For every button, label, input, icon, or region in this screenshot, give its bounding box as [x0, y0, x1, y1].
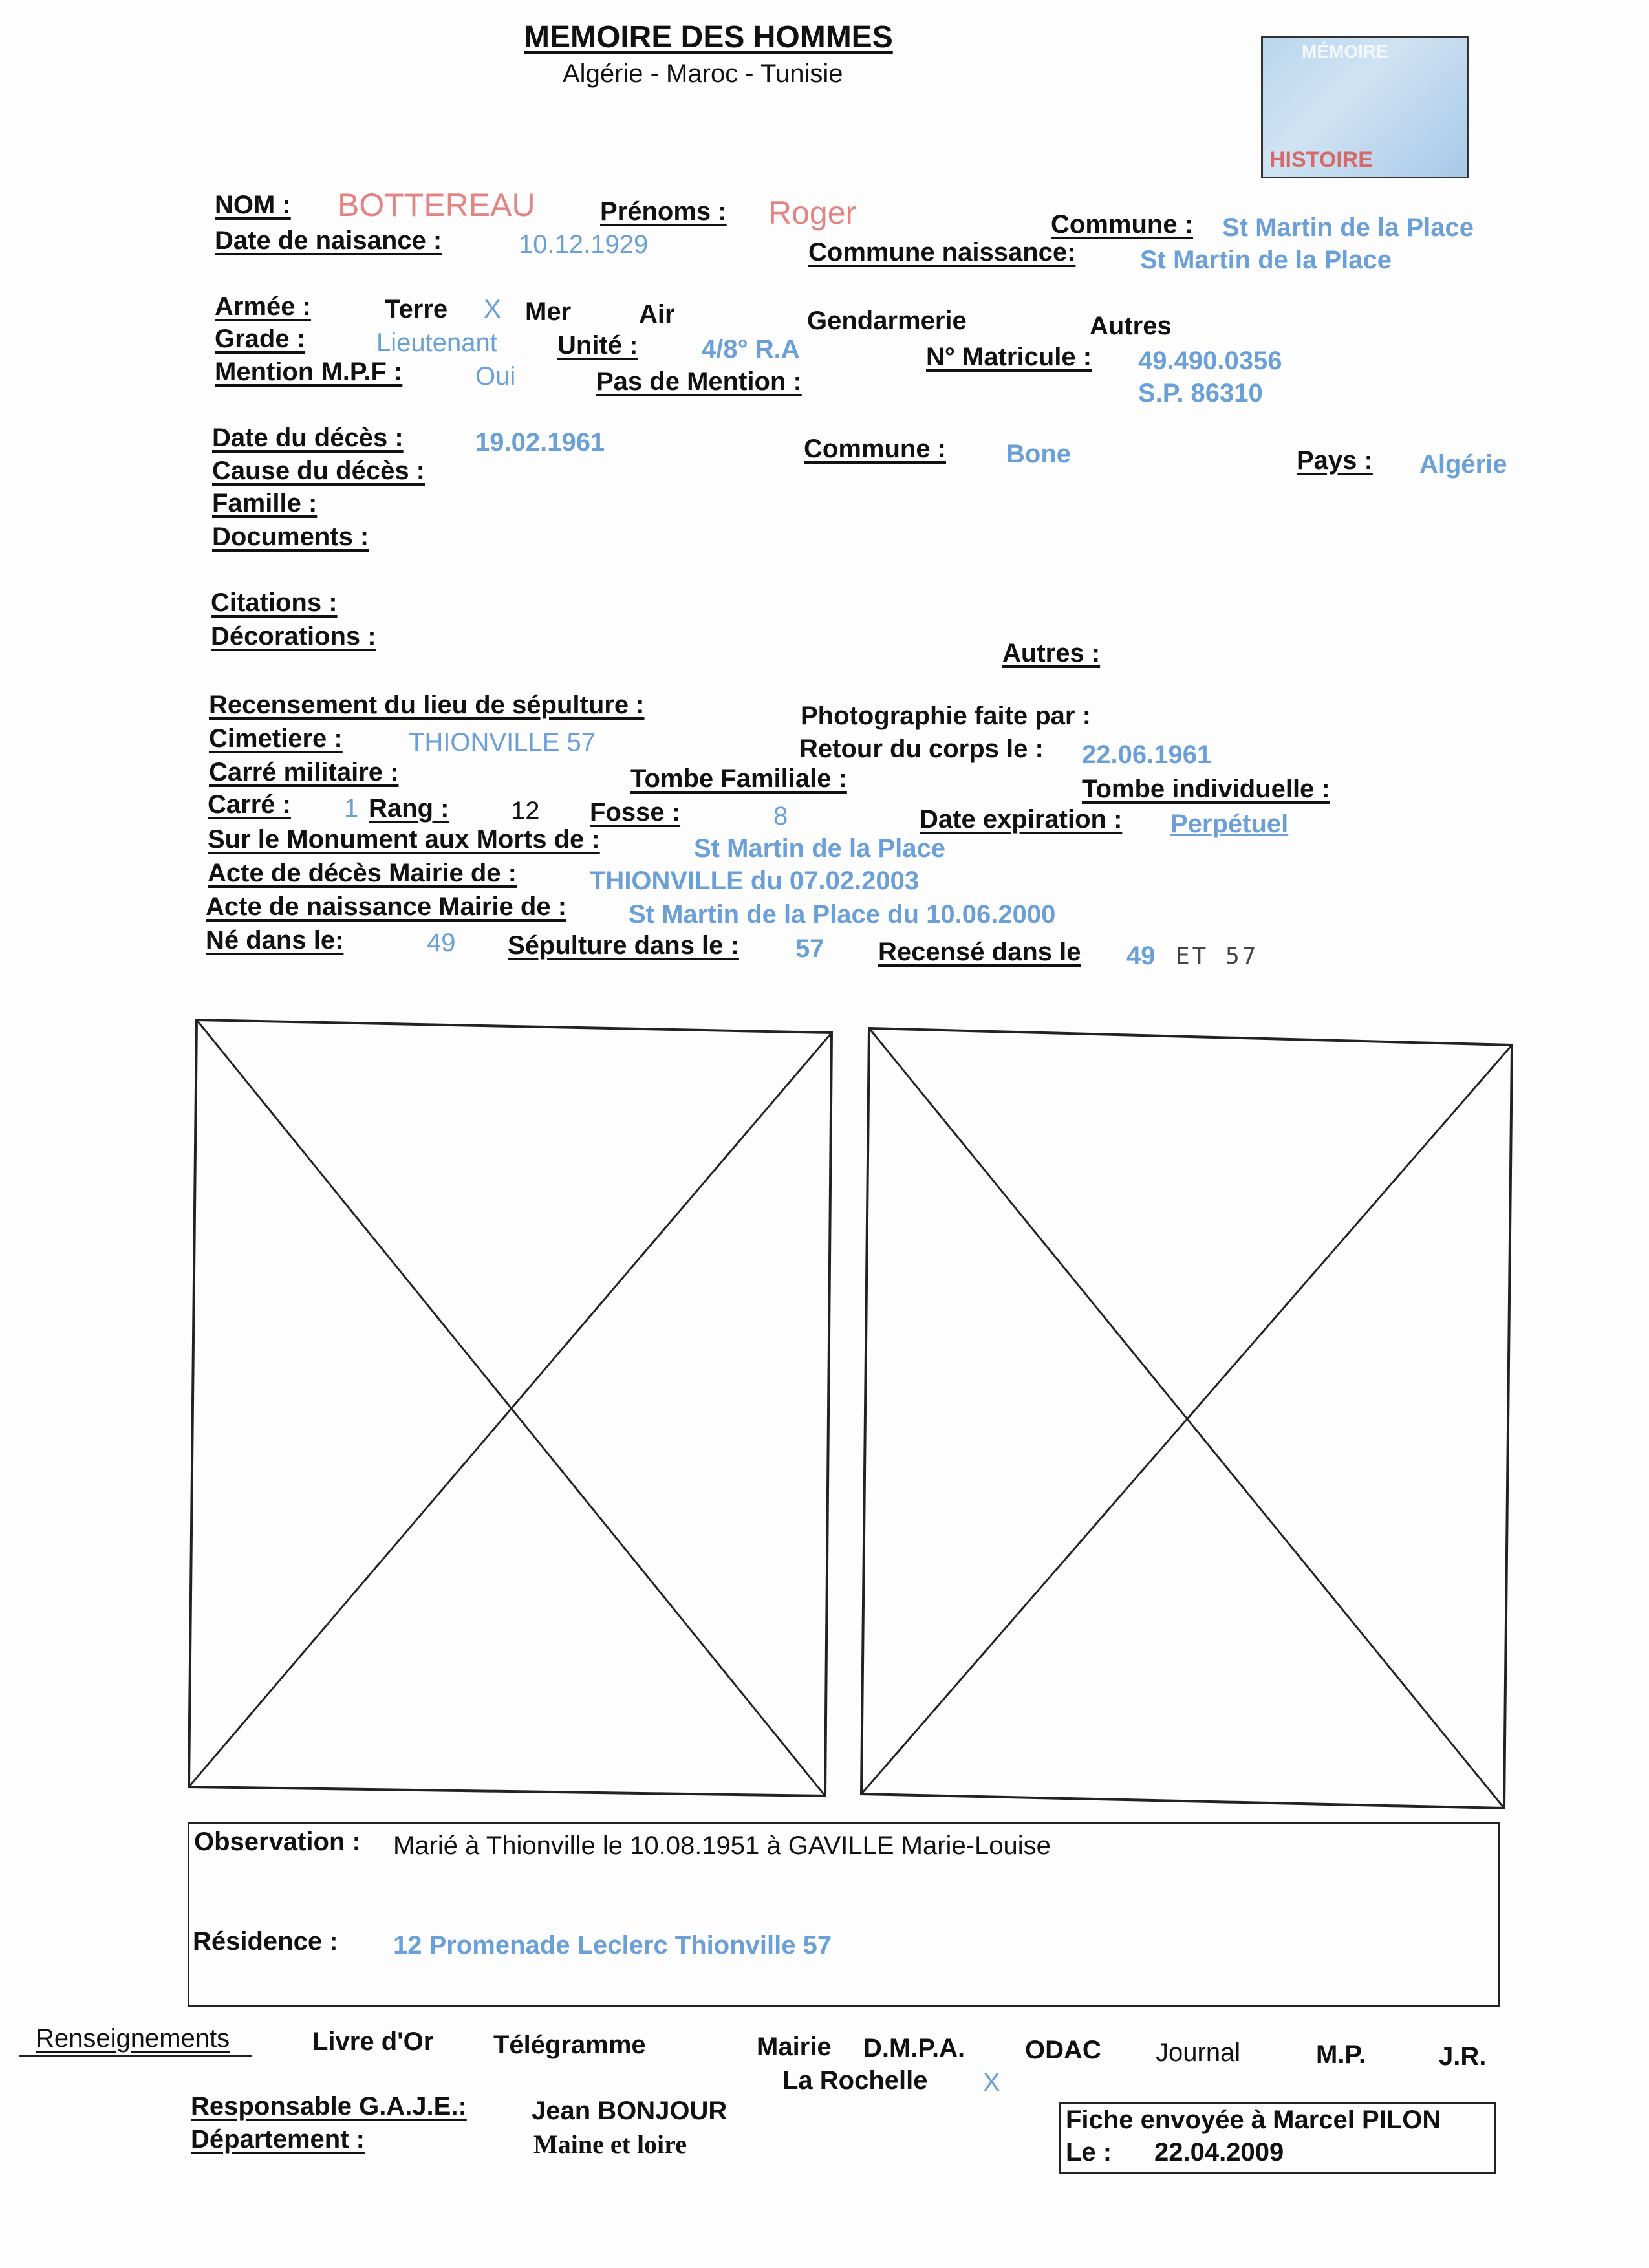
la-rochelle-option: La Rochelle [782, 2066, 928, 2095]
commune-label: Commune : [1051, 210, 1193, 239]
commune-naissance-value: St Martin de la Place [1140, 246, 1392, 274]
photographie-label: Photographie faite par : [801, 702, 1091, 730]
unite-value: 4/8° R.A [702, 335, 800, 363]
date-expiration-label: Date expiration : [920, 805, 1123, 834]
matricule-label: N° Matricule : [926, 343, 1092, 371]
cause-deces-label: Cause du décès : [212, 457, 426, 485]
residence-value: 12 Promenade Leclerc Thionville 57 [393, 1931, 832, 1960]
observation-text: Marié à Thionville le 10.08.1951 à GAVILLE Marie-Louise [393, 1831, 1051, 1860]
renseignements-rule [19, 2055, 252, 2057]
mention-value: Oui [475, 362, 516, 391]
fosse-label: Fosse : [590, 798, 681, 826]
sepulture-dans-label: Sépulture dans le : [508, 931, 739, 960]
date-expiration-value: Perpétuel [1170, 810, 1289, 838]
photo-placeholder-left [188, 1019, 834, 1798]
acte-deces-label: Acte de décès Mairie de : [208, 859, 517, 887]
matricule-value: 49.490.0356 [1138, 347, 1282, 375]
fiche-date-label: Le : [1066, 2138, 1112, 2166]
sp-value: S.P. 86310 [1138, 379, 1263, 407]
nom-value: BOTTEREAU [338, 187, 535, 223]
commune-value: St Martin de la Place [1222, 213, 1474, 242]
departement-label: Département : [191, 2125, 365, 2154]
citations-label: Citations : [211, 589, 338, 617]
telegramme-option: Télégramme [493, 2031, 646, 2059]
acte-naissance-label: Acte de naissance Mairie de : [206, 892, 567, 921]
responsable-label: Responsable G.A.J.E.: [191, 2092, 467, 2121]
tombe-familiale-label: Tombe Familiale : [630, 764, 847, 793]
carre-militaire-label: Carré militaire : [209, 758, 399, 786]
carre-label: Carré : [208, 790, 291, 819]
rang-value: 12 [511, 797, 540, 825]
gendarmerie-option: Gendarmerie [807, 307, 967, 335]
page-title: MEMOIRE DES HOMMES [524, 20, 893, 54]
jr-option: J.R. [1439, 2042, 1487, 2071]
pays-label: Pays : [1297, 446, 1373, 475]
mp-option: M.P. [1316, 2040, 1366, 2069]
recense-value: 49 [1126, 942, 1156, 970]
journal-option: Journal [1156, 2038, 1241, 2067]
armee-label: Armée : [215, 292, 311, 321]
ne-dans-label: Né dans le: [206, 926, 344, 955]
fosse-value: 8 [773, 802, 788, 830]
terre-option: Terre [385, 295, 448, 323]
date-naissance-value: 10.12.1929 [519, 230, 649, 259]
monument-value: St Martin de la Place [694, 834, 946, 863]
retour-corps-label: Retour du corps le : [799, 735, 1044, 763]
residence-label: Résidence : [193, 1927, 338, 1956]
prenoms-value: Roger [768, 195, 857, 231]
livre-or-option: Livre d'Or [312, 2027, 434, 2056]
commune-naissance-label: Commune naissance: [808, 238, 1076, 266]
mention-label: Mention M.P.F : [215, 358, 403, 386]
carre-value: 1 [344, 794, 359, 823]
decorations-label: Décorations : [211, 622, 376, 651]
acte-deces-value: THIONVILLE du 07.02.2003 [590, 867, 920, 895]
fiche-date-value: 22.04.2009 [1154, 2138, 1284, 2166]
commune-deces-label: Commune : [804, 435, 946, 463]
rang-label: Rang : [369, 794, 449, 823]
pas-mention-label: Pas de Mention : [596, 367, 802, 396]
acte-naissance-value: St Martin de la Place du 10.06.2000 [629, 900, 1056, 929]
ne-dans-value: 49 [427, 929, 456, 957]
photo-placeholder-right [860, 1027, 1513, 1809]
autres-label: Autres : [1002, 639, 1101, 667]
fiche-label: Fiche envoyée à Marcel PILON [1066, 2106, 1441, 2134]
grade-label: Grade : [215, 325, 306, 353]
autres-option: Autres [1090, 312, 1172, 340]
date-deces-label: Date du décès : [212, 424, 404, 452]
logo-text-bottom: HISTOIRE [1269, 147, 1373, 172]
la-rochelle-mark: X [983, 2068, 1000, 2097]
mairie-option: Mairie [757, 2033, 832, 2061]
pays-value: Algérie [1419, 450, 1507, 479]
grade-value: Lieutenant [376, 329, 497, 357]
date-deces-value: 19.02.1961 [475, 428, 605, 457]
mer-option: Mer [525, 297, 572, 326]
terre-mark: X [484, 295, 501, 323]
sepulture-dans-value: 57 [795, 934, 824, 963]
documents-label: Documents : [212, 523, 369, 551]
responsable-value: Jean BONJOUR [532, 2097, 727, 2125]
monument-label: Sur le Monument aux Morts de : [208, 825, 600, 854]
recense-label: Recensé dans le [878, 938, 1081, 966]
commune-deces-value: Bone [1006, 440, 1071, 468]
recensement-label: Recensement du lieu de sépulture : [209, 691, 645, 719]
date-naissance-label: Date de naisance : [215, 226, 442, 255]
cimetiere-label: Cimetiere : [209, 724, 343, 753]
prenoms-label: Prénoms : [600, 197, 727, 226]
recense-handwritten: ET 57 [1176, 943, 1259, 969]
logo [1261, 36, 1469, 178]
renseignements-label: Renseignements [36, 2024, 230, 2053]
odac-option: ODAC [1025, 2036, 1101, 2064]
page-subtitle: Algérie - Maroc - Tunisie [563, 59, 843, 88]
famille-label: Famille : [212, 489, 318, 517]
departement-value: Maine et loire [534, 2130, 687, 2159]
tombe-individuelle-label: Tombe individuelle : [1082, 775, 1330, 803]
logo-text-top: MÉMOIRE [1302, 41, 1388, 61]
dmpa-option: D.M.P.A. [863, 2034, 965, 2062]
retour-corps-value: 22.06.1961 [1082, 740, 1212, 769]
cimetiere-value: THIONVILLE 57 [409, 728, 596, 757]
unite-label: Unité : [557, 331, 638, 360]
nom-label: NOM : [215, 191, 291, 219]
observation-label: Observation : [194, 1828, 361, 1856]
air-option: Air [639, 300, 675, 329]
